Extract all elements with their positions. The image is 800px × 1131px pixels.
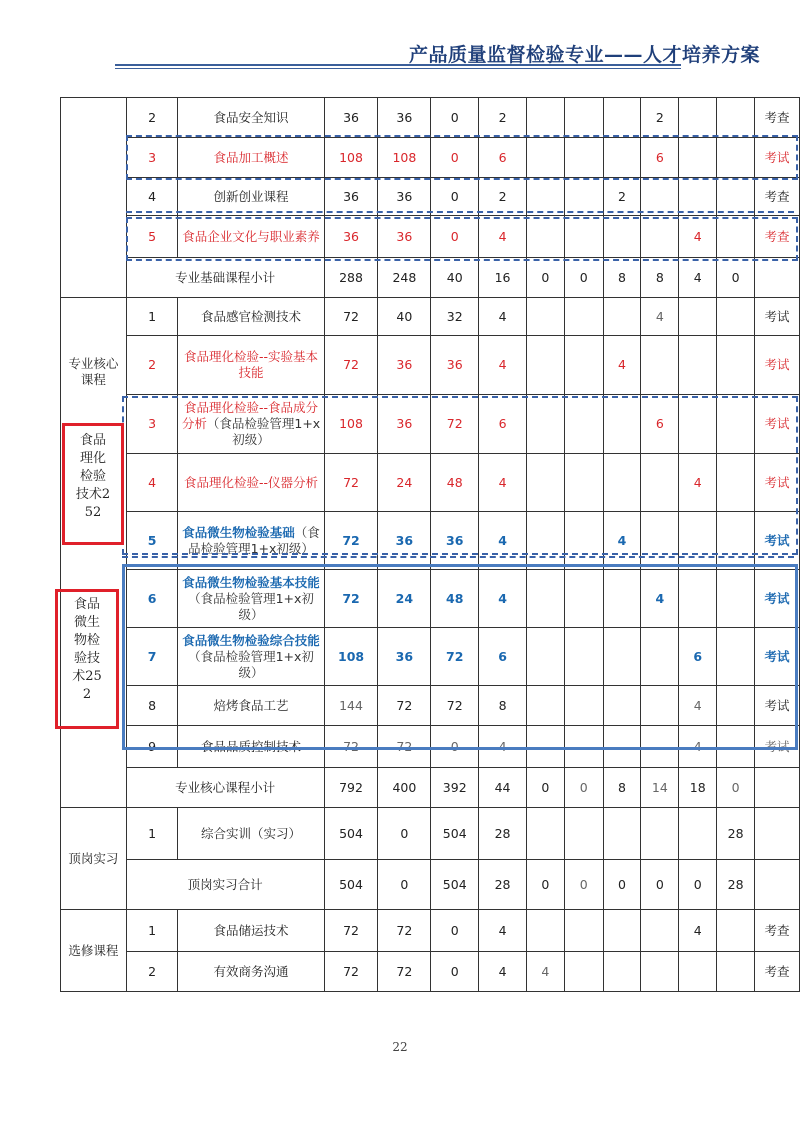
- dashed-highlight-box: [126, 135, 798, 180]
- header-rule: [115, 64, 681, 66]
- table-row: 5 食品企业文化与职业素养 36 36 0 4 4 考查: [61, 216, 800, 258]
- table-row: 选修课程 1 食品储运技术 72 72 0 4 4 考查: [61, 910, 800, 952]
- dashed-highlight-line: [126, 211, 794, 213]
- table-row: 专业核心课程 1 食品感官检测技术 72 40 32 4 4 考试: [61, 298, 800, 336]
- course-name: 食品安全知识: [178, 98, 324, 138]
- group-label-elective: 选修课程: [61, 910, 127, 992]
- course-no: 2: [126, 98, 178, 138]
- table-row: 4 食品理化检验--仪器分析 72 24 48 4 4 考试: [61, 454, 800, 512]
- group-cell-basic: [61, 98, 127, 298]
- header-rule-thin: [115, 68, 681, 69]
- table-row: 2 食品理化检验--实验基本技能 72 36 36 4 4 考试: [61, 336, 800, 395]
- table-row: 3 食品加工概述 108 108 0 6 6 考试: [61, 138, 800, 178]
- table-row: 2 食品安全知识 36 36 0 2 2 考查: [61, 98, 800, 138]
- table-row: 8 焙烤食品工艺 144 72 72 8 4 考试: [61, 686, 800, 726]
- table-row: 3 食品理化检验--食品成分分析（食品检验管理1+x初级） 108 36 72 6 6 考试: [61, 395, 800, 454]
- table-row-subtotal: 专业核心课程小计 792 400 392 44 0 0 8 14 18 0: [61, 768, 800, 808]
- dashed-highlight-box: [126, 217, 798, 261]
- group-label-internship: 顶岗实习: [61, 808, 127, 910]
- document-header-title: 产品质量监督检验专业——人才培养方案: [408, 44, 760, 66]
- table-row-subtotal: 顶岗实习合计 504 0 504 28 0 0 0 0 0 28: [61, 860, 800, 910]
- dashed-highlight-line: [122, 556, 794, 558]
- red-annotation-box-2: 食品微生物检验技术252: [55, 589, 119, 729]
- table-row-subtotal: 专业基础课程小计 288 248 40 16 0 0 8 8 4 0: [61, 258, 800, 298]
- assessment-type: 考查: [755, 98, 800, 138]
- red-annotation-box-1: 食品理化检验技术252: [62, 423, 124, 545]
- table-row: 4 创新创业课程 36 36 0 2 2 考查: [61, 178, 800, 216]
- page-number: 22: [392, 1040, 408, 1054]
- table-row: 顶岗实习 1 综合实训（实习） 504 0 504 28 28: [61, 808, 800, 860]
- table-row: 6 食品微生物检验基本技能（食品检验管理1+x初级） 72 24 48 4 4 考试: [61, 570, 800, 628]
- table-row: 7 食品微生物检验综合技能（食品检验管理1+x初级） 108 36 72 6 6 考试: [61, 628, 800, 686]
- table-row: 9 食品品质控制技术 72 72 0 4 4 考试: [61, 726, 800, 768]
- table-row: 5 食品微生物检验基础（食品检验管理1+x初级） 72 36 36 4 4 考试: [61, 512, 800, 570]
- dashed-highlight-box: [122, 396, 798, 555]
- table-row: 2 有效商务沟通 72 72 0 4 4 考查: [61, 952, 800, 992]
- solid-highlight-box: [122, 564, 798, 750]
- course-name: 食品理化检验--食品成分分析（食品检验管理1+x初级）: [178, 395, 324, 454]
- group-label-core: 专业核心课程: [61, 298, 127, 808]
